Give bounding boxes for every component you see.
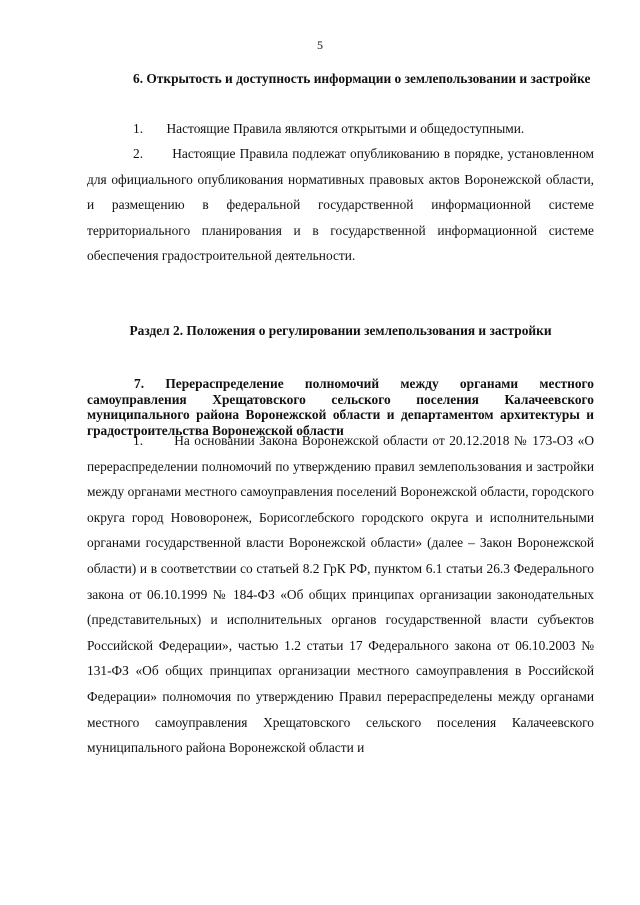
paragraph-7-1: 1. На основании Закона Воронежской области от 20.12.2018 № 173-ОЗ «О перераспределении полномочий по утверждению правил землепользования и застройки между органами местного самоуправления поселений Воронежской области, городского округа город Нововоронеж, Борисоглебского городского округа и исполнительными органами государственной власти Воронежской области» (далее – Закон Воронежской области) и в соответствии со статьей 8.2 ГрК РФ, пунктом 6.1 статьи 26.3 Федерального закона от 06.10.1999 № 184-ФЗ «Об общих принципах организации законодательных (представительных) и исполнительных органов государственной власти субъектов Российской Федерации», частью 1.2 статьи 17 Федерального закона от 06.10.2003 № 131-ФЗ «Об общих принципах организации местного самоуправления в Российской Федерации» полномочия по утверждению Правил перераспределены между органами местного самоуправления Хрещатовского сельского поселения Калачеевского муниципального района Воронежской области и xyxy=(87,433,594,756)
heading-section-7: 7. Перераспределение полномочий между органами местного самоуправления Хрещатовского сельского поселения Калачеевского муниципального района Воронежской области и департаментом архитектуры и градостроительства Воронежской области xyxy=(87,376,594,438)
paragraph-6-2: 2. Настоящие Правила подлежат опубликованию в порядке, установленном для официального опубликования нормативных правовых актов Воронежской области, и размещению в федеральной государственной информационной системе территориального планирования и в государственной информационной системе обеспечения градостроительной деятельности. xyxy=(87,146,594,264)
heading-section-6: 6. Открытость и доступность информации о землепользовании и застройке xyxy=(133,71,591,86)
page-number: 5 xyxy=(317,38,323,52)
section-2-title: Раздел 2. Положения о регулировании землепользования и застройки xyxy=(129,323,552,338)
paragraph-6-1: 1. Настоящие Правила являются открытыми и общедоступными. xyxy=(133,121,525,136)
